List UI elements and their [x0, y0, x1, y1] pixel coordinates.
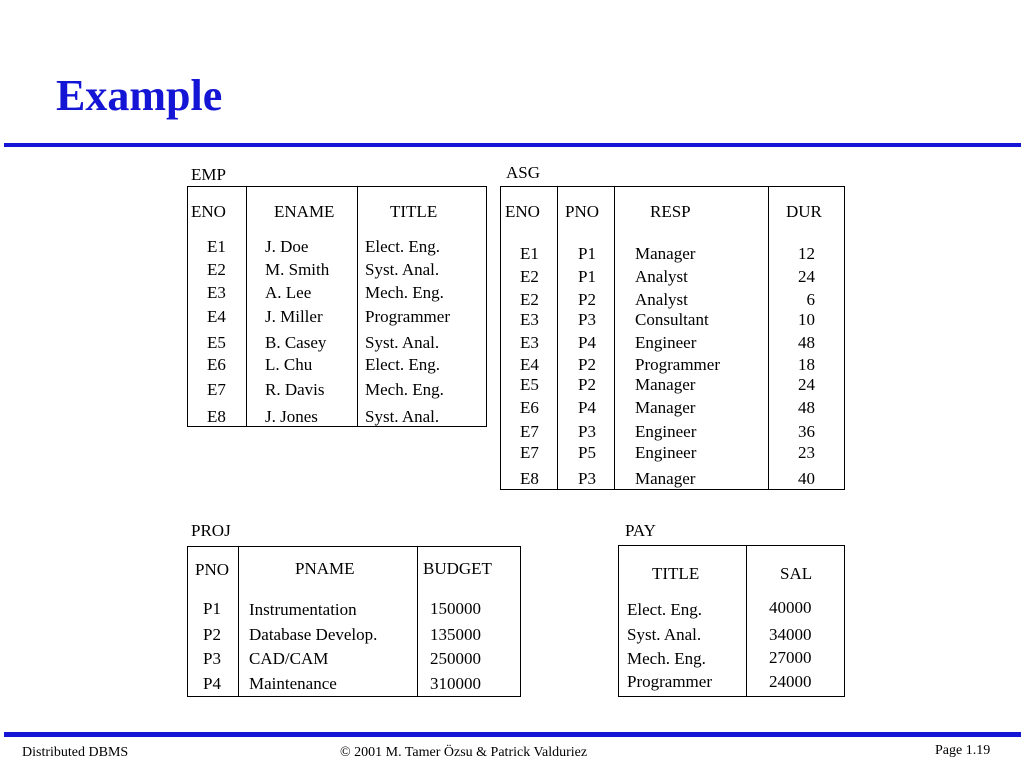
asg-cell: P2: [578, 355, 596, 374]
emp-cell: J. Jones: [265, 407, 318, 426]
proj-header-pno: PNO: [195, 560, 230, 579]
emp-cell: Syst. Anal.: [365, 333, 440, 352]
asg-cell: Manager: [635, 469, 696, 488]
footer-divider: [4, 732, 1021, 737]
proj-cell: 150000: [430, 599, 481, 618]
proj-cell: P4: [203, 674, 221, 693]
emp-table-name: EMP: [191, 165, 226, 184]
asg-cell: 23: [798, 443, 815, 462]
asg-cell: 36: [798, 422, 815, 441]
pay-cell: 24000: [769, 672, 812, 691]
pay-cell: 40000: [769, 598, 812, 617]
proj-table-name: PROJ: [191, 521, 231, 540]
pay-cell: Programmer: [627, 672, 712, 691]
pay-cell: 27000: [769, 648, 812, 667]
proj-cell: Instrumentation: [249, 600, 357, 619]
asg-cell: P3: [578, 469, 596, 488]
emp-cell: R. Davis: [265, 380, 325, 399]
asg-cell: E3: [520, 333, 539, 352]
asg-cell: P1: [578, 244, 596, 263]
proj-header-pname: PNAME: [295, 559, 355, 578]
emp-header-ename: ENAME: [274, 202, 335, 221]
footer-course-name: Distributed DBMS: [22, 745, 129, 760]
asg-cell: P3: [578, 310, 596, 329]
pay-cell: 34000: [769, 625, 812, 644]
pay-cell: Mech. Eng.: [627, 649, 706, 668]
asg-cell: Engineer: [635, 333, 697, 352]
footer-copyright: © 2001 M. Tamer Özsu & Patrick Valduriez: [340, 745, 588, 760]
asg-cell: 48: [798, 398, 815, 417]
pay-table-name: PAY: [625, 521, 656, 540]
asg-cell: 10: [798, 310, 815, 329]
slide-title: Example: [56, 71, 223, 120]
emp-cell: Syst. Anal.: [365, 260, 440, 279]
proj-cell: P2: [203, 625, 221, 644]
pay-column-divider: [746, 545, 747, 697]
emp-cell: Programmer: [365, 307, 450, 326]
asg-cell: 48: [798, 333, 815, 352]
emp-cell: Mech. Eng.: [365, 380, 444, 399]
proj-cell: 250000: [430, 649, 481, 668]
emp-cell: E3: [207, 283, 226, 302]
asg-cell: 24: [798, 267, 815, 286]
asg-cell: P2: [578, 375, 596, 394]
asg-column-divider: [768, 186, 769, 490]
emp-cell: E7: [207, 380, 226, 399]
asg-cell: Programmer: [635, 355, 720, 374]
asg-cell: E6: [520, 398, 539, 417]
asg-cell: 12: [798, 244, 815, 263]
proj-column-divider: [417, 546, 418, 697]
asg-cell: E2: [520, 267, 539, 286]
proj-column-divider: [238, 546, 239, 697]
emp-cell: E4: [207, 307, 226, 326]
emp-cell: J. Doe: [265, 237, 309, 256]
asg-cell: Manager: [635, 244, 696, 263]
title-divider: [4, 143, 1021, 147]
emp-cell: Mech. Eng.: [365, 283, 444, 302]
asg-column-divider: [557, 186, 558, 490]
asg-cell: E8: [520, 469, 539, 488]
asg-cell: Engineer: [635, 422, 697, 441]
asg-cell: E4: [520, 355, 539, 374]
proj-header-budget: BUDGET: [423, 559, 492, 578]
proj-cell: CAD/CAM: [249, 649, 329, 668]
asg-cell: E7: [520, 422, 539, 441]
asg-cell: Manager: [635, 375, 696, 394]
emp-cell: B. Casey: [265, 333, 327, 352]
emp-cell: E2: [207, 260, 226, 279]
asg-cell: Engineer: [635, 443, 697, 462]
asg-header-eno: ENO: [505, 202, 540, 221]
asg-cell: P4: [578, 398, 596, 417]
asg-cell: P2: [578, 290, 596, 309]
asg-cell: E7: [520, 443, 539, 462]
emp-cell: E8: [207, 407, 226, 426]
asg-cell: 40: [798, 469, 815, 488]
emp-header-eno: ENO: [191, 202, 226, 221]
asg-header-dur: DUR: [786, 202, 822, 221]
asg-cell: 18: [798, 355, 815, 374]
emp-cell: A. Lee: [265, 283, 312, 302]
emp-cell: Elect. Eng.: [365, 355, 441, 374]
emp-cell: Syst. Anal.: [365, 407, 440, 426]
emp-column-divider: [357, 186, 358, 427]
asg-cell: P3: [578, 422, 596, 441]
pay-header-title: TITLE: [652, 564, 700, 583]
pay-header-sal: SAL: [780, 564, 813, 583]
asg-cell: Analyst: [635, 267, 688, 286]
asg-cell: E3: [520, 310, 539, 329]
proj-cell: P3: [203, 649, 221, 668]
emp-cell: J. Miller: [265, 307, 323, 326]
asg-table-name: ASG: [506, 163, 541, 182]
proj-cell: Database Develop.: [249, 625, 378, 644]
asg-cell: Consultant: [635, 310, 709, 329]
asg-cell: P5: [578, 443, 596, 462]
asg-cell: P4: [578, 333, 596, 352]
asg-header-pno: PNO: [565, 202, 600, 221]
proj-cell: P1: [203, 599, 221, 618]
proj-cell: 135000: [430, 625, 481, 644]
asg-column-divider: [614, 186, 615, 490]
emp-cell: E6: [207, 355, 226, 374]
asg-cell: E2: [520, 290, 539, 309]
proj-cell: 310000: [430, 674, 481, 693]
asg-cell: Manager: [635, 398, 696, 417]
pay-cell: Elect. Eng.: [627, 600, 703, 619]
emp-cell: E1: [207, 237, 226, 256]
footer-page-number: Page 1.19: [935, 743, 991, 758]
asg-cell: 6: [806, 290, 815, 309]
emp-cell: L. Chu: [265, 355, 313, 374]
emp-cell: E5: [207, 333, 226, 352]
emp-header-title: TITLE: [390, 202, 438, 221]
pay-cell: Syst. Anal.: [627, 625, 702, 644]
emp-cell: Elect. Eng.: [365, 237, 441, 256]
asg-cell: E5: [520, 375, 539, 394]
asg-cell: P1: [578, 267, 596, 286]
asg-cell: 24: [798, 375, 815, 394]
emp-cell: M. Smith: [265, 260, 330, 279]
asg-header-resp: RESP: [650, 202, 691, 221]
proj-cell: Maintenance: [249, 674, 337, 693]
asg-cell: E1: [520, 244, 539, 263]
emp-column-divider: [246, 186, 247, 427]
asg-cell: Analyst: [635, 290, 688, 309]
